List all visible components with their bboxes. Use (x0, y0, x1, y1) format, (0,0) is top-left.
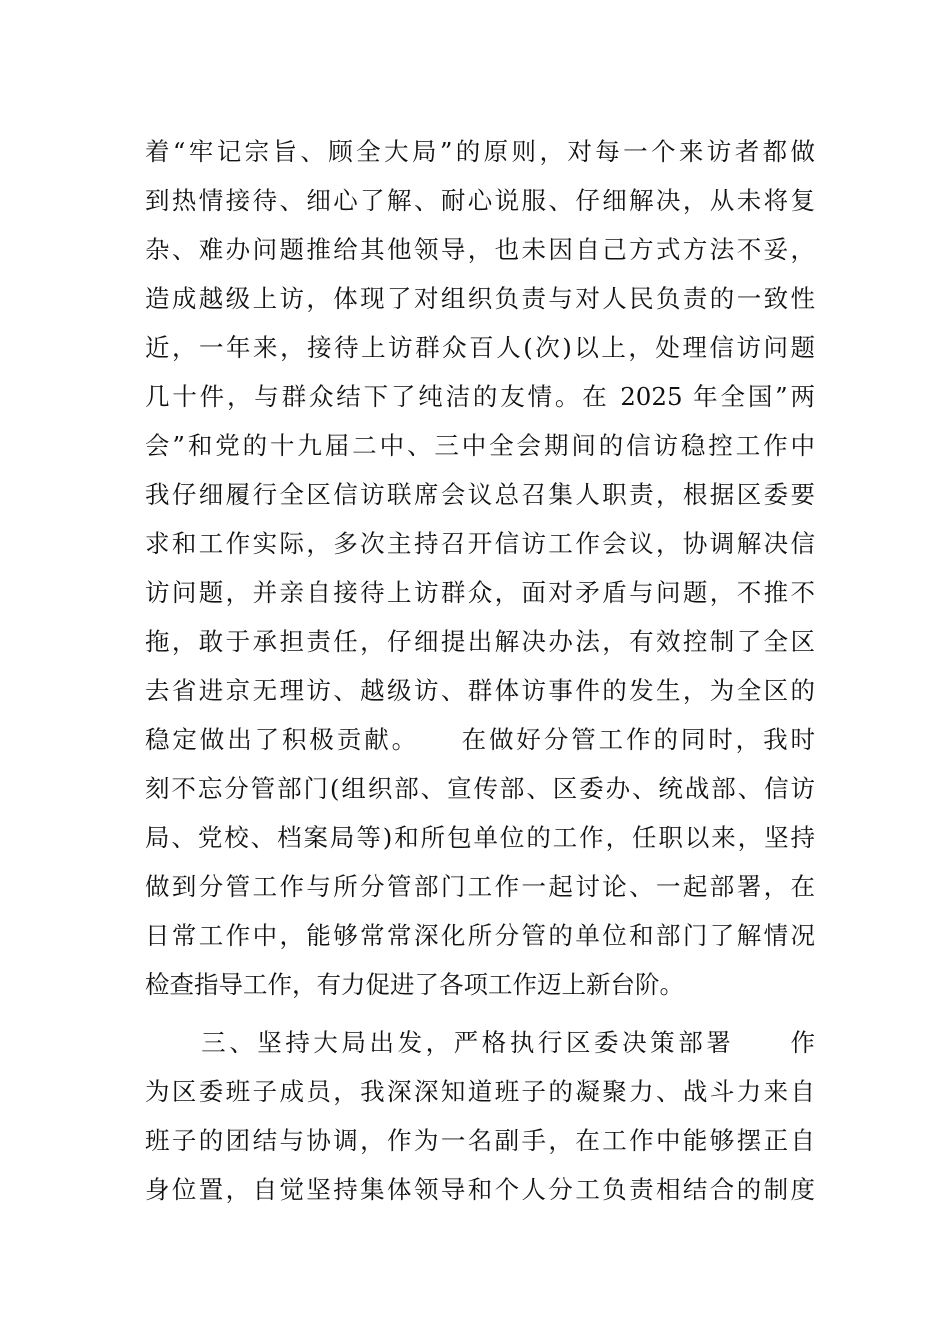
text-line: 局、党校、档案局等)和所包单位的工作，任职以来，坚持 (145, 823, 815, 852)
text-line: 访问题，并亲自接待上访群众，面对矛盾与问题，不推不 (145, 578, 815, 607)
text-line: 为区委班子成员，我深深知道班子的凝聚力、战斗力来自 (145, 1077, 815, 1106)
text-line: 求和工作实际，多次主持召开信访工作会议，协调解决信 (145, 529, 815, 558)
text-line: 刻不忘分管部门(组织部、宣传部、区委办、统战部、信访 (145, 774, 815, 803)
text-line: 着“牢记宗旨、顾全大局”的原则，对每一个来访者都做 (145, 137, 815, 166)
text-line: 检查指导工作，有力促进了各项工作迈上新台阶。 (145, 970, 684, 999)
text-line: 日常工作中，能够常常深化所分管的单位和部门了解情况 (145, 921, 815, 950)
text-line: 近，一年来，接待上访群众百人(次)以上，处理信访问题 (145, 333, 815, 362)
text-line: 几十件，与群众结下了纯洁的友情。在 2025 年全国”两 (145, 382, 815, 411)
document-body (145, 127, 815, 1214)
text-line: 到热情接待、细心了解、耐心说服、仔细解决，从未将复 (145, 186, 815, 215)
text-line: 我仔细履行全区信访联席会议总召集人职责，根据区委要 (145, 480, 815, 509)
text-line: 稳定做出了积极贡献。 在做好分管工作的同时，我时 (145, 725, 815, 754)
text-line: 做到分管工作与所分管部门工作一起讨论、一起部署，在 (145, 872, 815, 901)
text-line: 会”和党的十九届二中、三中全会期间的信访稳控工作中 (145, 431, 815, 460)
paragraph-2 (145, 1018, 815, 1214)
text-line: 身位置，自觉坚持集体领导和个人分工负责相结合的制度 (145, 1175, 815, 1204)
paragraph-spacer (145, 1009, 815, 1018)
text-line: 班子的团结与协调，作为一名副手，在工作中能够摆正自 (145, 1126, 815, 1155)
text-line: 去省进京无理访、越级访、群体访事件的发生，为全区的 (145, 676, 815, 705)
text-line: 杂、难办问题推给其他领导，也未因自己方式方法不妥， (145, 235, 815, 264)
text-line: 三、坚持大局出发，严格执行区委决策部署 作 (145, 1028, 815, 1057)
paragraph-1 (145, 127, 815, 1009)
text-line: 造成越级上访，体现了对组织负责与对人民负责的一致性 (145, 284, 815, 313)
text-line: 拖，敢于承担责任，仔细提出解决办法，有效控制了全区 (145, 627, 815, 656)
